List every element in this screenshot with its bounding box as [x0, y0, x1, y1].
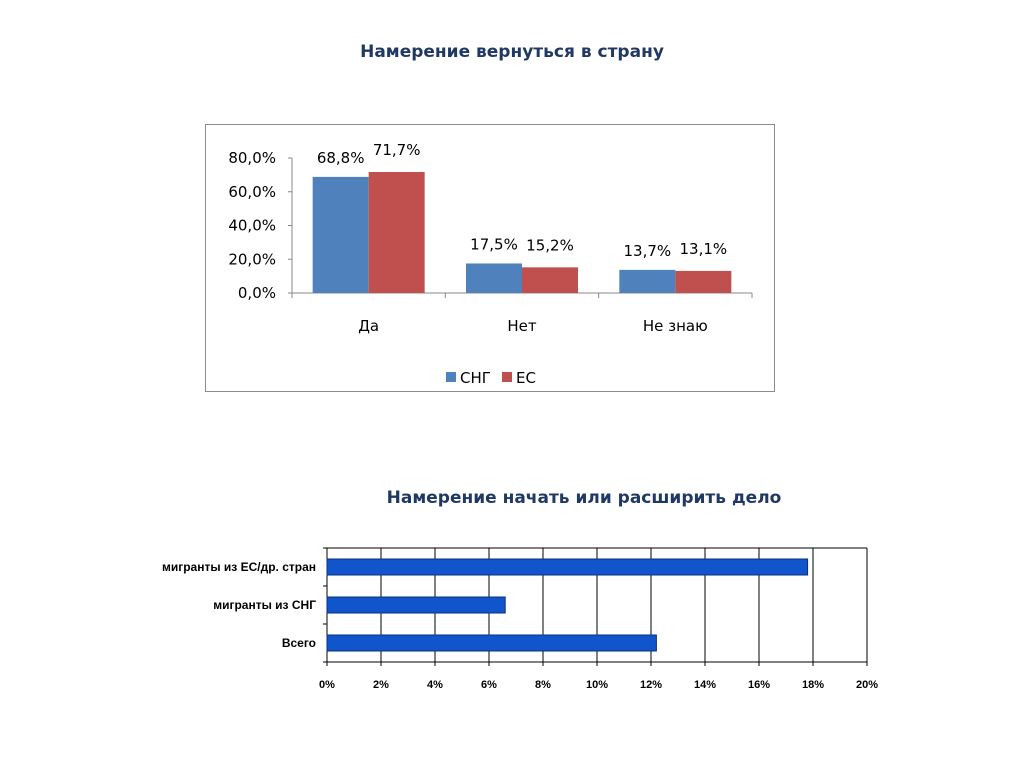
x-tick-label: 0% [319, 679, 335, 691]
y-tick-label: 80,0% [228, 149, 276, 167]
x-tick-label: 20% [855, 679, 879, 691]
x-tick-label: 10% [585, 679, 609, 691]
y-category-label: мигранты из СНГ [213, 598, 316, 612]
data-label: 71,7% [372, 141, 421, 160]
bar [327, 635, 656, 651]
y-tick-label: 20,0% [228, 250, 276, 269]
data-label: 13,1% [679, 239, 728, 258]
data-label: 13,7% [623, 241, 672, 260]
chart1-title: Намерение вернуться в страну [360, 42, 664, 62]
x-tick-label: 18% [801, 679, 825, 691]
bar [327, 559, 808, 575]
y-tick-label: 0,0% [237, 284, 276, 302]
x-tick-label: 16% [747, 679, 771, 691]
x-tick-label: Да [358, 317, 380, 335]
legend-label: ЕС [516, 369, 536, 387]
y-category-label: мигранты из ЕС/др. стран [161, 560, 316, 574]
x-tick-label: Нет [507, 317, 537, 335]
y-category-label: Всего [281, 636, 316, 650]
legend-label: СНГ [460, 369, 491, 387]
x-tick-label: 12% [639, 679, 663, 691]
data-label: 68,8% [316, 148, 365, 167]
y-tick-label: 40,0% [228, 216, 276, 235]
bar [327, 597, 505, 613]
chart2-title: Намерение начать или расширить дело [386, 488, 782, 508]
x-tick-label: 2% [373, 679, 389, 691]
y-tick-label: 60,0% [228, 182, 276, 201]
x-tick-label: 8% [535, 679, 551, 691]
x-tick-label: 4% [427, 679, 443, 691]
x-tick-label: Не знаю [642, 317, 708, 335]
x-tick-label: 6% [481, 679, 497, 691]
data-label: 15,2% [526, 236, 574, 255]
data-label: 17,5% [470, 235, 518, 254]
x-tick-label: 14% [693, 679, 717, 691]
